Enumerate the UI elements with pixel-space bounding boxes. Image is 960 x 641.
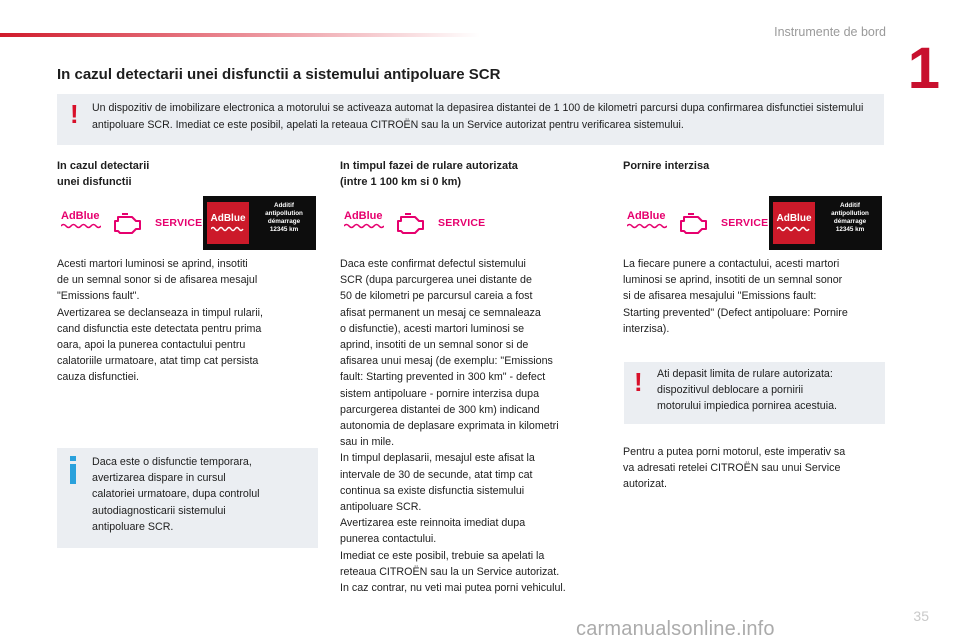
text-line: SCR (dupa parcurgerea unei distante de <box>340 274 532 287</box>
display-message-line: antipollution <box>831 210 869 217</box>
display-adblue-icon <box>773 202 815 244</box>
engine-icon <box>395 211 427 240</box>
text-line: sistem antipoluare - pornire interzisa dupa <box>340 387 540 400</box>
text-line: cand disfunctia este detectata pentru prima <box>57 322 262 335</box>
display-adblue-icon <box>207 202 249 244</box>
section-title: Instrumente de bord <box>774 25 886 39</box>
engine-icon <box>678 211 710 240</box>
text-line: Avertizarea se declanseaza in timpul rularii, <box>57 306 263 319</box>
text-line: autonomia de deplasare exprimata in kilometri <box>340 420 559 433</box>
service-icon: SERVICE <box>721 217 769 229</box>
chapter-number: 1 <box>907 36 940 101</box>
adblue-label: AdBlue <box>627 210 666 222</box>
text-line: cauza disfunctiei. <box>57 371 139 384</box>
display-message-line: démarrage <box>267 218 301 225</box>
text-line: continua sa existe disfunctia sistemului <box>340 484 525 497</box>
text-line: avertizarea dispare in cursul <box>92 472 226 485</box>
text-line: 50 de kilometri pe parcursul careia a fost <box>340 290 533 303</box>
text-line: de un semnal sonor si de afisarea mesajul <box>57 274 258 287</box>
adblue-label: AdBlue <box>61 210 100 222</box>
text-line: Pentru a putea porni motorul, este imperativ sa <box>623 446 846 458</box>
warning-box <box>57 94 884 145</box>
text-line: antipoluare SCR. <box>340 501 422 514</box>
text-line: sau in mile. <box>340 436 395 449</box>
warning-lamps-row <box>340 196 600 250</box>
text-line: o disfunctie), acesti martori luminosi se <box>340 322 525 335</box>
watermark: carmanualsonline.info <box>576 618 775 640</box>
text-line: Ati depasit limita de rulare autorizata: <box>657 368 833 380</box>
text-line: intervale de 30 de secunde, atat timp cat <box>340 468 533 481</box>
heading-line: In cazul detectarii <box>57 160 150 172</box>
dashboard-display <box>203 196 316 250</box>
adblue-icon <box>627 211 669 235</box>
heading-line: (intre 1 100 km si 0 km) <box>340 176 462 188</box>
adblue-label: AdBlue <box>344 210 383 222</box>
text-line: Avertizarea este reinnoita imediat dupa <box>340 517 526 530</box>
display-message-line: Additif <box>840 202 860 209</box>
display-adblue-label: AdBlue <box>210 213 246 224</box>
warning-text <box>657 366 879 415</box>
text-line: antipoluare SCR. <box>92 520 174 533</box>
display-message-line: antipollution <box>265 210 303 217</box>
dashboard-display <box>769 196 882 250</box>
text-line: In timpul deplasarii, mesajul este afisat la <box>340 452 535 465</box>
warning-icon: ! <box>70 99 79 129</box>
warning-box-starting-prevented <box>624 362 885 424</box>
text-line: Daca este o disfunctie temporara, <box>92 456 252 468</box>
display-message-line: 12345 km <box>269 226 299 233</box>
text-line: Imediat ce este posibil, trebuie sa apelati la <box>340 549 545 562</box>
column-heading-pornire-interzisa <box>623 158 709 174</box>
text-line: autorizat. <box>623 478 667 491</box>
column-3-text-2 <box>623 444 888 493</box>
warning-lamps-row <box>57 196 317 250</box>
column-heading-rulare-autorizata <box>340 158 518 190</box>
warning-lamps-row <box>623 196 883 250</box>
column-1-text <box>57 256 322 386</box>
text-line: calatoriile urmatoare, atat timp cat persista <box>57 355 259 368</box>
text-line: interzisa). <box>623 322 670 335</box>
display-message-line: Additif <box>274 202 294 209</box>
text-line: autodiagnosticarii sistemului <box>92 504 226 517</box>
header-accent-bar <box>0 33 480 37</box>
text-line: luminosi se aprind, insotiti de un semnal sonor <box>623 274 843 287</box>
service-icon: SERVICE <box>438 217 486 229</box>
text-line: dispozitivul deblocare a pornirii <box>657 384 804 397</box>
text-line: aprind, insotiti de un semnal sonor si de <box>340 339 529 352</box>
display-message <box>821 202 879 234</box>
heading-line: Pornire interzisa <box>623 160 710 172</box>
warning-text: Un dispozitiv de imobilizare electronica a motorului se activeaza automat la depasirea distantei de 1 100 de kilometri parcursi dupa confirmarea disfunctiei sistemului antipoluare SCR. Imediat ce este posibil, apelati la reteaua CITROËN sau la un Service autorizat pentru verificarea sistemului. <box>92 102 864 131</box>
text-line: La fiecare punere a contactului, acesti martori <box>623 258 840 270</box>
text-line: parcurgerea distantei de 300 km) indicand <box>340 403 540 416</box>
service-icon: SERVICE <box>155 217 203 229</box>
column-2-text <box>340 256 615 596</box>
display-message-line: démarrage <box>833 218 867 225</box>
engine-icon <box>112 211 144 240</box>
text-line: oara, apoi la punerea contactului pentru <box>57 339 246 352</box>
warning-icon: ! <box>634 367 643 397</box>
text-line: reteaua CITROËN sau la un Service autorizat. <box>340 565 560 578</box>
text-line: Starting prevented" (Defect antipoluare: Pornire <box>623 306 848 319</box>
text-line: afisat permanent un mesaj ce semnaleaza <box>340 306 541 319</box>
text-line: In caz contrar, nu veti mai putea porni vehiculul. <box>340 582 566 595</box>
text-line: si de afisarea mesajului "Emissions fault: <box>623 290 817 303</box>
info-icon <box>67 456 79 489</box>
column-heading-disfunctie <box>57 158 149 190</box>
display-message <box>255 202 313 234</box>
adblue-icon <box>344 211 386 235</box>
text-line: Daca este confirmat defectul sistemului <box>340 258 526 270</box>
heading-line: In timpul fazei de rulare autorizata <box>340 160 518 172</box>
page-title: In cazul detectarii unei disfunctii a sistemului antipoluare SCR <box>57 66 501 83</box>
page-number: 35 <box>913 608 929 624</box>
text-line: punerea contactului. <box>340 533 437 546</box>
info-box <box>57 448 318 548</box>
display-adblue-label: AdBlue <box>776 213 812 224</box>
info-text <box>92 454 307 535</box>
heading-line: unei disfunctii <box>57 176 132 188</box>
text-line: Acesti martori luminosi se aprind, insotiti <box>57 258 248 270</box>
display-message-line: 12345 km <box>835 226 865 233</box>
text-line: calatoriei urmatoare, dupa controlul <box>92 488 260 501</box>
column-3-text <box>623 256 888 337</box>
adblue-icon <box>61 211 103 235</box>
text-line: va adresati retelei CITROËN sau unui Service <box>623 462 841 475</box>
text-line: fault: Starting prevented in 300 km" - defect <box>340 371 546 384</box>
text-line: afisarea unui mesaj (de exemplu: "Emissions <box>340 355 553 368</box>
text-line: motorului impiedica pornirea acestuia. <box>657 400 837 413</box>
text-line: "Emissions fault". <box>57 290 140 303</box>
